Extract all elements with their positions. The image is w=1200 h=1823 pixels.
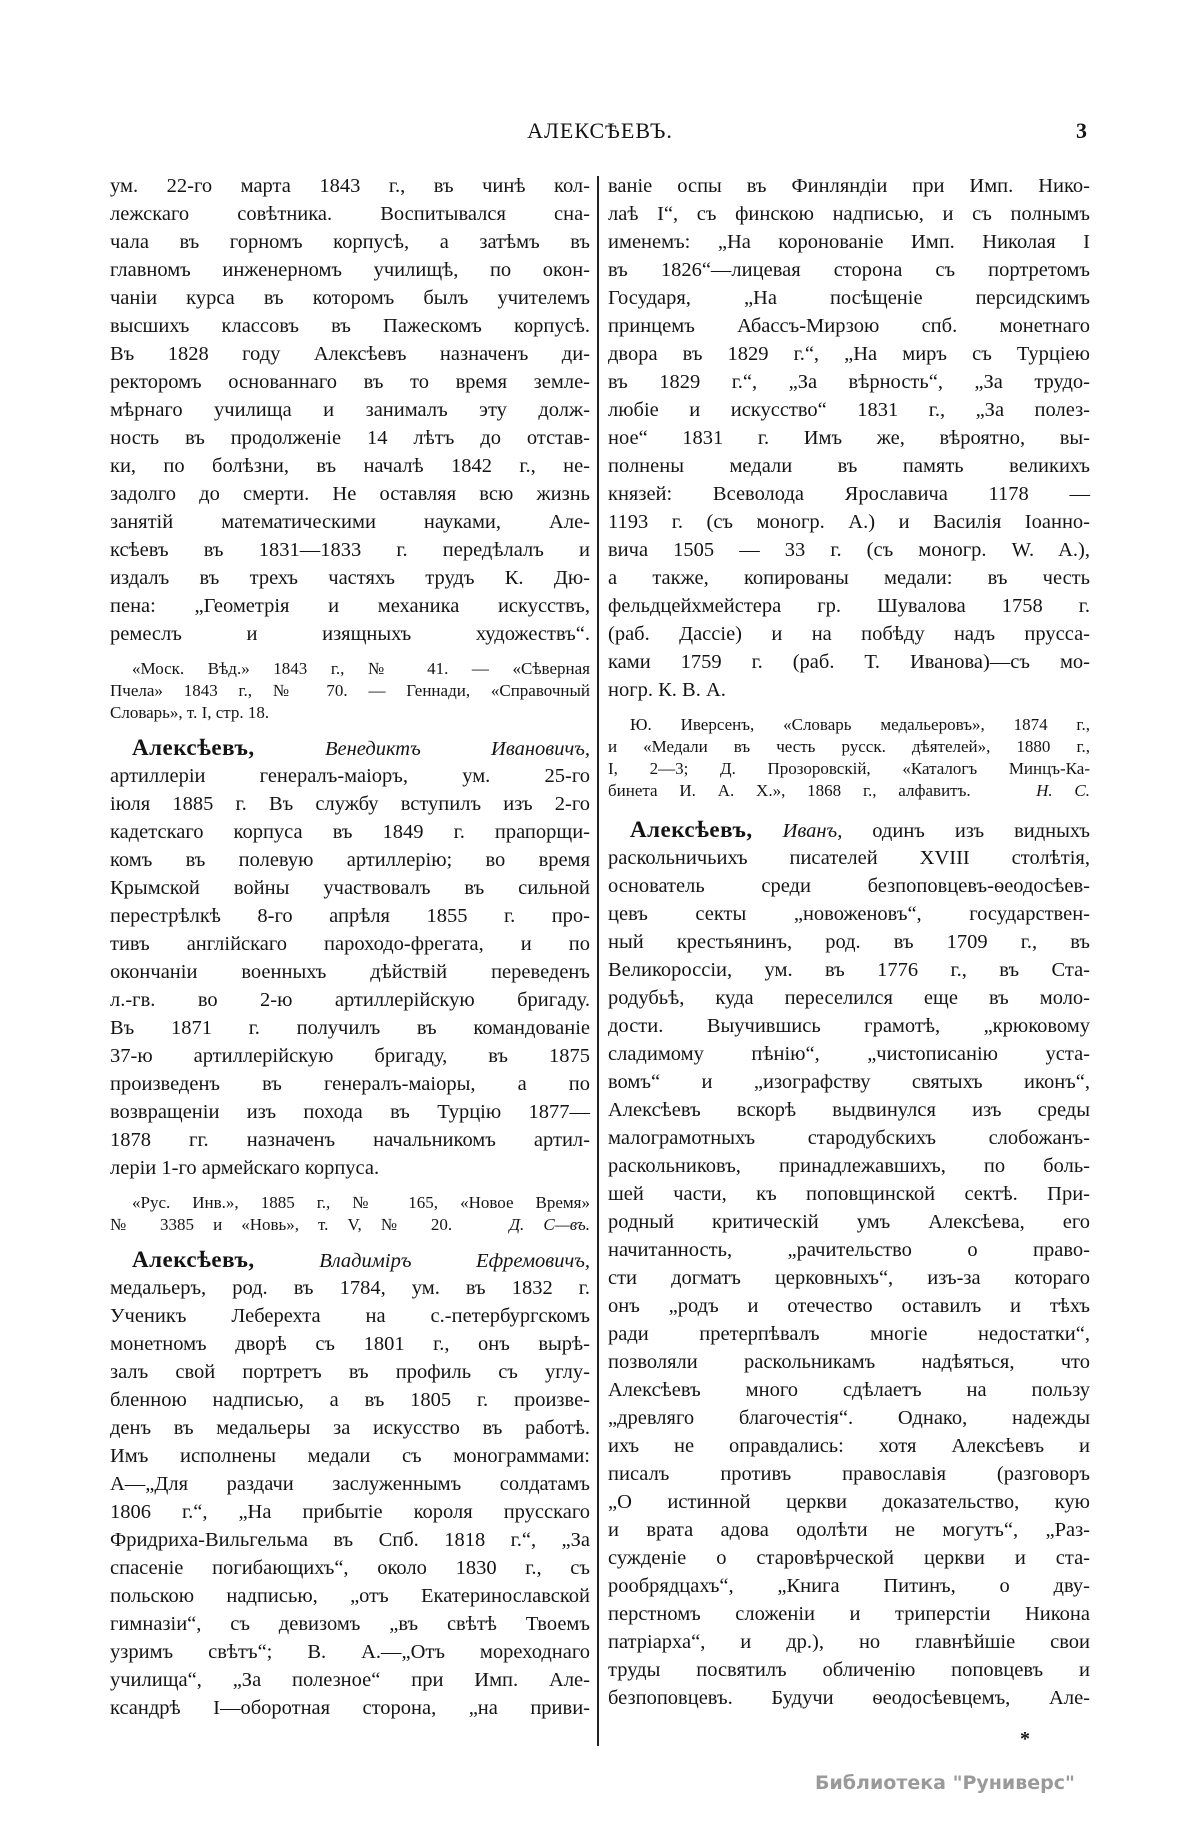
text-line [110, 452, 590, 480]
text-line [608, 648, 1090, 676]
text-line [110, 1330, 590, 1358]
line-text: родный критическій умъ Алексѣева, его [608, 1211, 1090, 1233]
text-line [110, 930, 590, 958]
text-line [110, 200, 590, 228]
line-text: вича 1505 — 33 г. (съ моногр. W. A.), [608, 539, 1090, 561]
line-text: малограмотныхъ стародубскихъ слобожанъ- [608, 1127, 1090, 1149]
text-line [110, 396, 590, 424]
text-line [608, 1516, 1090, 1544]
line-text: позволяли раскольникамъ надѣяться, что [608, 1351, 1090, 1373]
line-text: «Рус. Инв.», 1885 г., № 165, «Новое Время» [132, 1193, 590, 1212]
line-text: дости. Выучившись грамотѣ, „крюковому [608, 1015, 1090, 1037]
line-text: Ученикъ Леберехта на с.-петербургскомъ [110, 1305, 590, 1327]
line-text: (раб. Дассіе) и на побѣду надъ прусса- [608, 623, 1090, 645]
line-text: л.-гв. во 2-ю артиллерійскую бригаду. [110, 989, 590, 1011]
line-text: Алексѣевъ много сдѣлаетъ на пользу [608, 1379, 1090, 1401]
entry-surname: Алексѣевъ, [132, 1247, 255, 1272]
text-line [608, 900, 1090, 928]
text-line [608, 1320, 1090, 1348]
line-text: раскольниковъ, принадлежавшихъ, по боль- [608, 1155, 1090, 1177]
line-text: пена: „Геометрія и механика искусствъ, [110, 595, 590, 617]
line-text: Государя, „На посѣщеніе персидскимъ [608, 287, 1090, 309]
line-text: лежскаго совѣтника. Воспитывался сна- [110, 203, 590, 225]
line-text: труды посвятилъ обличенію поповцевъ и [608, 1659, 1090, 1681]
text-line [110, 1442, 590, 1470]
text-line [110, 874, 590, 902]
entry-given-name: Венедиктъ Ивановичъ, [324, 738, 590, 760]
entry-alekseev-vladimir [110, 1246, 590, 1722]
line-text: 37-ю артиллерійскую бригаду, въ 1875 [110, 1045, 590, 1067]
line-text: медальеръ, род. въ 1784, ум. въ 1832 г. [110, 1277, 590, 1299]
line-text: Фридриха-Вильгельма въ Спб. 1818 г.“, „За [110, 1529, 590, 1551]
line-text: узримъ свѣтъ“; В. А.—„Отъ мореходнаго [110, 1641, 590, 1663]
line-text: ность въ продолженіе 14 лѣтъ до отстав- [110, 427, 590, 449]
text-line [608, 480, 1090, 508]
text-line [608, 844, 1090, 872]
left-column [110, 172, 590, 1722]
line-text: монетномъ дворѣ съ 1801 г., онъ вырѣ- [110, 1333, 590, 1355]
line-text: спасеніе погибающихъ“, около 1830 г., съ [110, 1557, 590, 1579]
text-line [110, 1610, 590, 1638]
line-text: родубьѣ, куда переселился еще въ моло- [608, 987, 1090, 1009]
text-line [110, 1214, 590, 1236]
entry-given-name: Иванъ, [782, 820, 843, 842]
text-line [110, 846, 590, 874]
text-line [608, 536, 1090, 564]
text-line [608, 396, 1090, 424]
text-line [608, 1628, 1090, 1656]
line-text: ваніе оспы въ Финляндіи при Имп. Нико- [608, 175, 1090, 197]
text-line [110, 1694, 590, 1722]
text-line [608, 1572, 1090, 1600]
text-line [608, 1068, 1090, 1096]
entry-heading-line [608, 816, 1090, 844]
text-line [608, 872, 1090, 900]
text-line [110, 1192, 590, 1214]
text-line [608, 1180, 1090, 1208]
text-line [608, 780, 1090, 802]
line-text: задолго до смерти. Не оставляя всю жизнь [110, 483, 590, 505]
text-line [608, 1404, 1090, 1432]
text-line [110, 1526, 590, 1554]
line-text: фельдцейхмейстера гр. Шувалова 1758 г. [608, 595, 1090, 617]
text-line [110, 1042, 590, 1070]
line-text: произведенъ въ генералъ-маіоры, а по [110, 1073, 590, 1095]
line-text: 1878 гг. назначенъ начальникомъ артил- [110, 1129, 590, 1151]
text-line [608, 676, 1090, 704]
text-line [608, 1096, 1090, 1124]
line-text: Въ 1828 году Алексѣевъ назначенъ ди- [110, 343, 590, 365]
text-line [608, 1264, 1090, 1292]
line-text: леріи 1-го армейскаго корпуса. [110, 1157, 380, 1179]
text-line [608, 1348, 1090, 1376]
text-line [608, 508, 1090, 536]
text-line [608, 714, 1090, 736]
line-text: и «Медали въ честь русск. дѣятелей», 1880 г., [608, 737, 1090, 756]
author-signature: Н. С. [1036, 781, 1091, 800]
line-text: Словарь», т. I, стр. 18. [110, 703, 270, 722]
text-line [608, 620, 1090, 648]
line-text: бинета И. А. Х.», 1868 г., алфавитъ. [608, 781, 971, 800]
text-line [110, 680, 590, 702]
text-line [110, 658, 590, 680]
text-line [110, 1554, 590, 1582]
line-text: ками 1759 г. (раб. Т. Иванова)—съ мо- [608, 651, 1090, 673]
line-text: ремеслъ и изящныхъ художествъ“. [110, 623, 590, 645]
entry-heading-line [110, 1246, 590, 1274]
entry-given-name: Владиміръ Ефремовичъ, [319, 1250, 590, 1272]
text-line [608, 228, 1090, 256]
left-paragraph [110, 172, 590, 648]
text-line [608, 424, 1090, 452]
line-text: ки, по болѣзни, въ началѣ 1842 г., не- [110, 455, 590, 477]
line-text: окончаніи военныхъ дѣйствій переведенъ [110, 961, 590, 983]
text-line [608, 368, 1090, 396]
text-line [110, 1386, 590, 1414]
line-text: залъ свой портретъ въ профиль съ углу- [110, 1361, 590, 1383]
text-line [608, 1376, 1090, 1404]
text-line [110, 1154, 590, 1182]
text-line [608, 1236, 1090, 1264]
text-line [608, 284, 1090, 312]
line-text: патріарха“, и др.), но главнѣйшіе свои [608, 1631, 1090, 1653]
line-text: ногр. К. В. А. [608, 679, 726, 701]
text-line [608, 1040, 1090, 1068]
column-divider [597, 176, 599, 1746]
text-line [110, 1414, 590, 1442]
line-text: принцемъ Абассъ-Мирзою спб. монетнаго [608, 315, 1090, 337]
line-text: онъ „родъ и отечество оставилъ и тѣхъ [608, 1295, 1090, 1317]
line-text: денъ въ медальеры за искусство въ работѣ. [110, 1417, 590, 1439]
line-text: и врата адова одолѣти не могутъ“, „Раз- [608, 1519, 1090, 1541]
text-line [110, 536, 590, 564]
text-line [110, 1638, 590, 1666]
text-line [608, 736, 1090, 758]
line-text: князей: Всеволода Ярославича 1178 — [608, 483, 1090, 505]
text-line [608, 1656, 1090, 1684]
line-text: ксѣевъ въ 1831—1833 г. передѣлалъ и [110, 539, 590, 561]
text-line [110, 368, 590, 396]
line-text: перстномъ сложеніи и триперстіи Никона [608, 1603, 1090, 1625]
footnote-mark: * [1020, 1728, 1030, 1750]
line-text: перестрѣлкѣ 8-го апрѣля 1855 г. про- [110, 905, 590, 927]
text-line [608, 172, 1090, 200]
left-reference-1 [110, 658, 590, 724]
line-text: занятій математическими науками, Але- [110, 511, 590, 533]
line-text: училища“, „За полезное“ при Имп. Але- [110, 1669, 590, 1691]
line-text: А—„Для раздачи заслуженнымъ солдатамъ [110, 1473, 590, 1495]
line-text: полнены медали въ память великихъ [608, 455, 1090, 477]
text-line [608, 1488, 1090, 1516]
library-watermark: Библиотека "Руниверс" [815, 1772, 1075, 1794]
line-text: I, 2—3; Д. Прозоровскій, «Каталогъ Минцъ-Ка- [608, 759, 1090, 778]
line-text: начитанность, „рачительство о право- [608, 1239, 1090, 1261]
text-line [110, 172, 590, 200]
line-text: № 3385 и «Новь», т. V, № 20. [110, 1215, 453, 1234]
line-text: любіе и искусство“ 1831 г., „За полез- [608, 399, 1090, 421]
line-text: раскольничьихъ писателей XVIII столѣтія, [608, 847, 1090, 869]
text-line [110, 1098, 590, 1126]
text-line [608, 1012, 1090, 1040]
text-line [608, 928, 1090, 956]
text-line [110, 1014, 590, 1042]
text-line [608, 1600, 1090, 1628]
line-text: ихъ не оправдались: хотя Алексѣевъ и [608, 1435, 1090, 1457]
line-text: Алексѣевъ вскорѣ выдвинулся изъ среды [608, 1099, 1090, 1121]
line-text: высшихъ классовъ въ Пажескомъ корпусѣ. [110, 315, 590, 337]
line-text: ради претерпѣвалъ многіе недостатки“, [608, 1323, 1090, 1345]
text-line [608, 1152, 1090, 1180]
line-text: цевъ секты „новоженовъ“, государствен- [608, 903, 1090, 925]
line-text: тивъ англійскаго пароходо-фрегата, и по [110, 933, 590, 955]
text-line [110, 1274, 590, 1302]
text-line [110, 312, 590, 340]
text-line [608, 452, 1090, 480]
line-text: Великороссіи, ум. въ 1776 г., въ Ста- [608, 959, 1090, 981]
line-text: именемъ: „На коронованіе Имп. Николая I [608, 231, 1090, 253]
line-text: сти догматъ церковныхъ“, изъ-за котораго [608, 1267, 1090, 1289]
text-line [110, 818, 590, 846]
right-column [608, 172, 1090, 1712]
text-line [110, 986, 590, 1014]
line-text: лаѣ I“, съ финскою надписью, и съ полнымъ [608, 203, 1090, 225]
entry-text: одинъ изъ видныхъ [872, 820, 1090, 842]
line-text: ум. 22-го марта 1843 г., въ чинѣ кол- [110, 175, 590, 197]
text-line [110, 564, 590, 592]
line-text: чала въ горномъ корпусѣ, а затѣмъ въ [110, 231, 590, 253]
text-line [110, 1498, 590, 1526]
text-line [608, 1460, 1090, 1488]
line-text: бленною надписью, а въ 1805 г. произве- [110, 1389, 590, 1411]
line-text: главномъ инженерномъ училищѣ, по окон- [110, 259, 590, 281]
text-line [110, 1470, 590, 1498]
running-header: АЛЕКСѢЕВЪ. [527, 118, 673, 143]
line-text: Въ 1871 г. получилъ въ командованіе [110, 1017, 590, 1039]
text-line [110, 1358, 590, 1386]
line-text: гимназіи“, съ девизомъ „въ свѣтѣ Твоемъ [110, 1613, 590, 1635]
text-line [608, 758, 1090, 780]
line-text: Имъ исполнены медали съ монограммами: [110, 1445, 590, 1467]
line-text: іюля 1885 г. Въ службу вступилъ изъ 2-го [110, 793, 590, 815]
line-text: чаніи курса въ которомъ былъ учителемъ [110, 287, 590, 309]
line-text: „О истинной церкви доказательство, кую [608, 1491, 1090, 1513]
text-line [110, 620, 590, 648]
line-text: сужденіе о старовѣрческой церкви и ста- [608, 1547, 1090, 1569]
text-line [608, 312, 1090, 340]
text-line [608, 984, 1090, 1012]
text-line [110, 592, 590, 620]
line-text: въ 1826“—лицевая сторона съ портретомъ [608, 259, 1090, 281]
entry-surname: Алексѣевъ, [630, 817, 753, 842]
text-line [608, 1544, 1090, 1572]
line-text: шей части, къ поповщинской сектѣ. При- [608, 1183, 1090, 1205]
text-line [110, 762, 590, 790]
entry-alekseev-ivan [608, 816, 1090, 1712]
text-line [110, 1070, 590, 1098]
text-line [110, 790, 590, 818]
line-text: издалъ въ трехъ частяхъ трудъ К. Дю- [110, 567, 590, 589]
text-line [110, 902, 590, 930]
line-text: двора въ 1829 г.“, „На миръ съ Турціею [608, 343, 1090, 365]
line-text: Ю. Иверсенъ, «Словарь медальеровъ», 1874 г., [630, 715, 1090, 734]
text-line [608, 956, 1090, 984]
text-line [110, 1666, 590, 1694]
line-text: польскою надписью, „отъ Екатеринославской [110, 1585, 590, 1607]
text-line [110, 256, 590, 284]
text-line [110, 1302, 590, 1330]
text-line [608, 256, 1090, 284]
line-text: 1193 г. (съ моногр. А.) и Василія Іоанно- [608, 511, 1090, 533]
line-text: писалъ противъ православія (разговоръ [608, 1463, 1090, 1485]
text-line [608, 340, 1090, 368]
line-text: „древляго благочестія“. Однако, надежды [608, 1407, 1090, 1429]
line-text: а также, копированы медали: въ честь [608, 567, 1090, 589]
text-line [608, 1684, 1090, 1712]
text-line [608, 1432, 1090, 1460]
right-paragraph [608, 172, 1090, 704]
page-number: 3 [1076, 118, 1087, 143]
line-text: мѣрнаго училища и занималъ эту долж- [110, 399, 590, 421]
text-line [110, 340, 590, 368]
text-line [608, 1292, 1090, 1320]
text-line [110, 1126, 590, 1154]
line-text: возвращеніи изъ похода въ Турцію 1877— [110, 1101, 590, 1123]
line-text: ксандрѣ I—оборотная сторона, „на приви- [110, 1697, 590, 1719]
text-line [110, 480, 590, 508]
line-text: ное“ 1831 г. Имъ же, вѣроятно, вы- [608, 427, 1090, 449]
line-text: Крымской войны участвовалъ въ сильной [110, 877, 590, 899]
line-text: ный крестьянинъ, род. въ 1709 г., въ [608, 931, 1090, 953]
line-text: Пчела» 1843 г., № 70. — Геннади, «Справочный [110, 681, 590, 700]
text-line [110, 284, 590, 312]
entry-heading-line [110, 734, 590, 762]
text-line [110, 508, 590, 536]
line-text: сладимому пѣнію“, „чистописанію уста- [608, 1043, 1090, 1065]
text-line [608, 200, 1090, 228]
entry-surname: Алексѣевъ, [132, 735, 255, 760]
line-text: 1806 г.“, „На прибытіе короля прусскаго [110, 1501, 590, 1523]
text-line [110, 424, 590, 452]
line-text: «Моск. Вѣд.» 1843 г., № 41. — «Сѣверная [132, 659, 590, 678]
right-reference [608, 714, 1090, 802]
text-line [110, 702, 590, 724]
text-line [110, 958, 590, 986]
line-text: ректоромъ основаннаго въ то время земле- [110, 371, 590, 393]
text-line [110, 1582, 590, 1610]
line-text: кадетскаго корпуса въ 1849 г. прапорщи- [110, 821, 590, 843]
author-signature: Д. С—въ. [509, 1215, 590, 1234]
text-line [608, 564, 1090, 592]
line-text: комъ въ полевую артиллерію; во время [110, 849, 590, 871]
line-text: вомъ“ и „изографству святыхъ иконъ“, [608, 1071, 1090, 1093]
line-text: рообрядцахъ“, „Книга Питинъ, о дву- [608, 1575, 1090, 1597]
line-text: основатель среди безпоповцевъ-ѳеодосѣев- [608, 875, 1090, 897]
line-text: артиллеріи генералъ-маіоръ, ум. 25-го [110, 765, 590, 787]
entry-alekseev-venedikt [110, 734, 590, 1182]
left-reference-2 [110, 1192, 590, 1236]
text-line [608, 1208, 1090, 1236]
line-text: въ 1829 г.“, „За вѣрность“, „За трудо- [608, 371, 1090, 393]
text-line [110, 228, 590, 256]
text-line [608, 592, 1090, 620]
text-line [608, 1124, 1090, 1152]
line-text: безпоповцевъ. Будучи ѳеодосѣевцемъ, Але- [608, 1687, 1090, 1709]
